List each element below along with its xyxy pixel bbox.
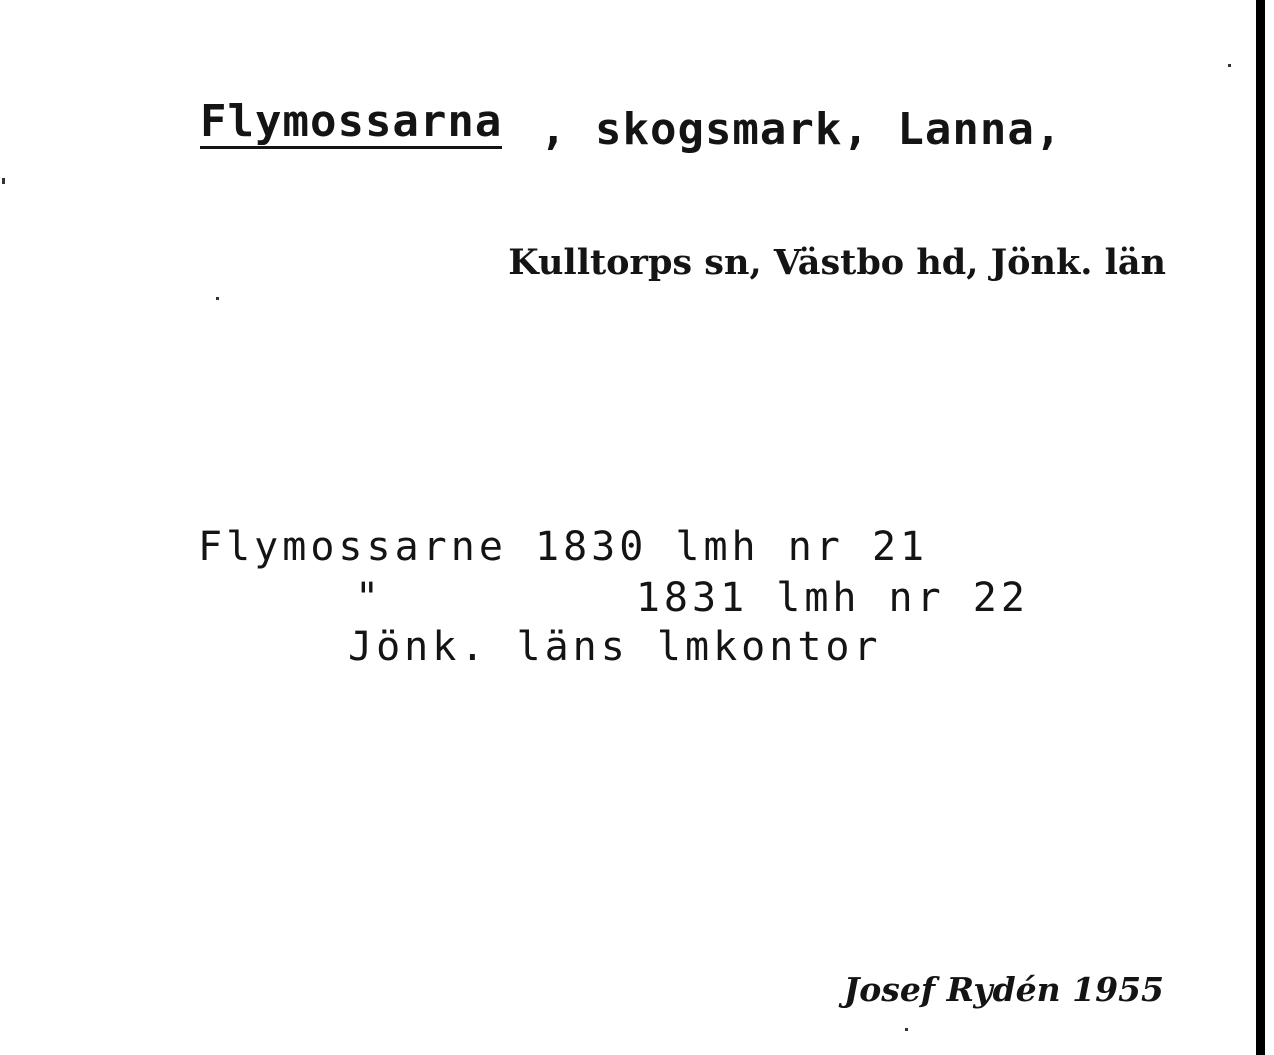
source-line-3: Jönk. läns lmkontor — [348, 624, 882, 670]
source-line-1: Flymossarne 1830 lmh nr 21 — [198, 524, 929, 570]
scan-speck — [1228, 64, 1231, 67]
place-description: , skogsmark, Lanna, — [540, 104, 1063, 155]
card-edge-border — [1256, 0, 1265, 1055]
scan-speck — [905, 1028, 908, 1031]
administrative-location: Kulltorps sn, Västbo hd, Jönk. län — [508, 242, 1166, 283]
scan-speck — [2, 178, 5, 184]
signature-stamp: Josef Rydén 1955 — [843, 970, 1164, 1009]
source-line-2: " 1831 lmh nr 22 — [355, 575, 1029, 621]
place-name-heading: Flymossarna — [200, 96, 503, 147]
scan-speck — [216, 297, 219, 300]
